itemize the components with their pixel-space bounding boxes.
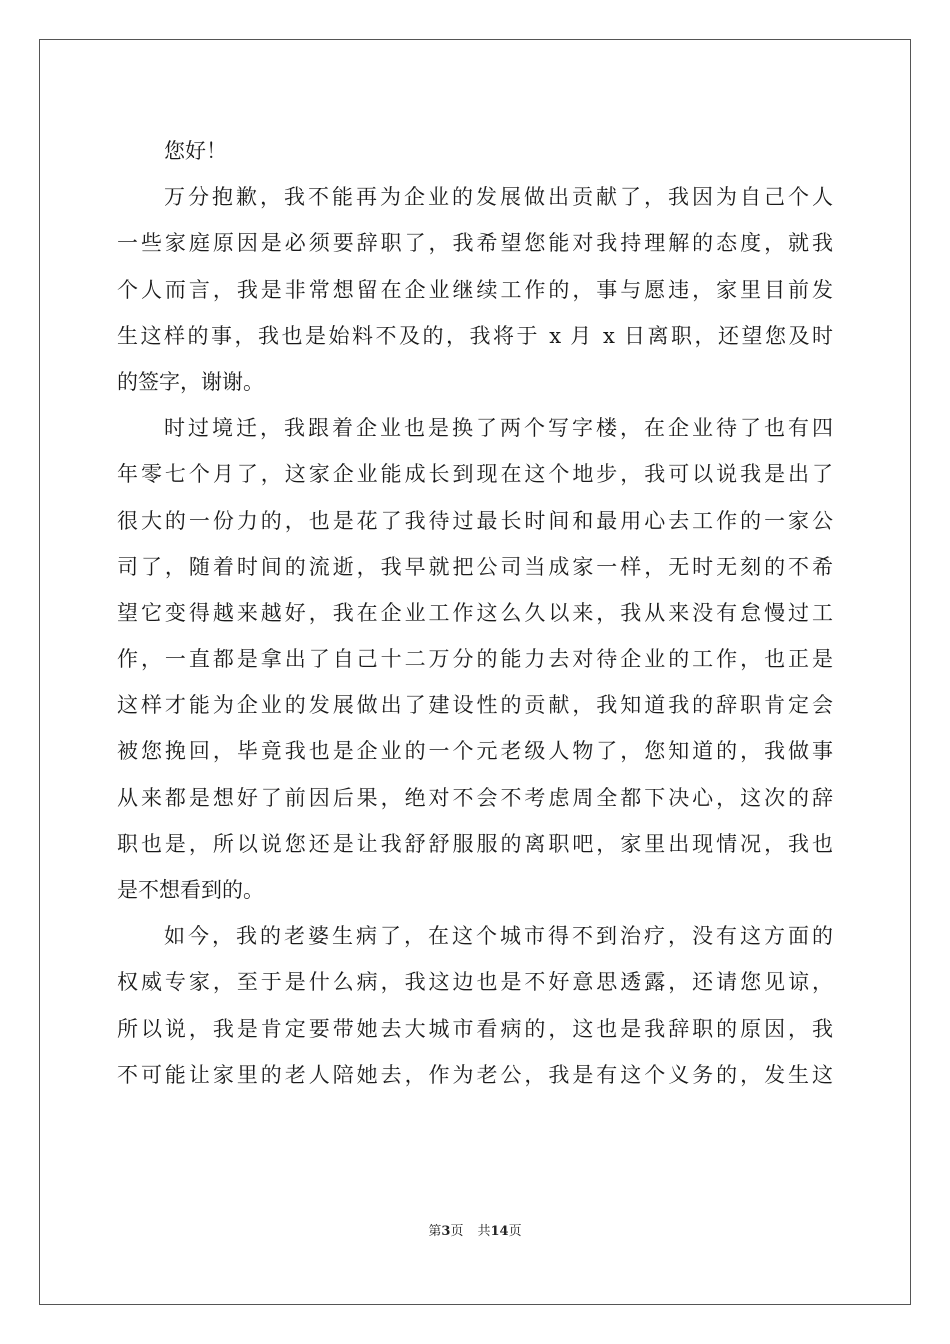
text-line: 是不想看到的。	[117, 878, 264, 902]
text-line: 这样才能为企业的发展做出了建设性的贡献，我知道我的辞职肯定会	[117, 693, 833, 718]
text-line: 时过境迁，我跟着企业也是换了两个写字楼，在企业待了也有四	[164, 416, 833, 441]
text-line: 不可能让家里的老人陪她去，作为老公，我是有这个义务的，发生这	[117, 1062, 833, 1087]
page-number: 3	[441, 1224, 451, 1239]
text-line: 被您挽回，毕竟我也是企业的一个元老级人物了，您知道的，我做事	[117, 739, 833, 764]
text-line: 个人而言，我是非常想留在企业继续工作的，事与愿违，家里目前发	[117, 277, 833, 302]
total-suffix: 页	[508, 1224, 522, 1239]
document-body	[117, 128, 833, 1098]
text-line: 从来都是想好了前因后果，绝对不会不考虑周全都下决心，这次的辞	[117, 785, 833, 810]
text-line: 职也是，所以说您还是让我舒舒服服的离职吧，家里出现情况，我也	[117, 831, 833, 856]
page-suffix: 页	[450, 1224, 464, 1239]
text-line: 作，一直都是拿出了自己十二万分的能力去对待企业的工作，也正是	[117, 647, 833, 672]
text-line: 万分抱歉，我不能再为企业的发展做出贡献了，我因为自己个人	[164, 185, 833, 210]
text-line: 很大的一份力的，也是花了我待过最长时间和最用心去工作的一家公	[117, 508, 833, 533]
text-line: 望它变得越来越好，我在企业工作这么久以来，我从来没有怠慢过工	[117, 600, 833, 625]
page-footer	[0, 1220, 950, 1239]
text-line: 所以说，我是肯定要带她去大城市看病的，这也是我辞职的原因，我	[117, 1016, 833, 1041]
text-line: 权威专家，至于是什么病，我这边也是不好意思透露，还请您见谅，	[117, 970, 833, 995]
text-line: 您好！	[164, 139, 227, 163]
total-prefix: 共	[477, 1224, 491, 1239]
text-line: 一些家庭原因是必须要辞职了，我希望您能对我持理解的态度，就我	[117, 231, 833, 256]
page-prefix: 第	[428, 1224, 442, 1239]
text-line: 生这样的事，我也是始料不及的，我将于 x 月 x 日离职，还望您及时	[117, 323, 833, 348]
text-line: 司了，随着时间的流逝，我早就把公司当成家一样，无时无刻的不希	[117, 554, 833, 579]
text-line: 的签字，谢谢。	[117, 369, 264, 394]
text-line: 年零七个月了，这家企业能成长到现在这个地步，我可以说我是出了	[117, 462, 833, 487]
total-pages: 14	[490, 1224, 509, 1239]
text-line: 如今，我的老婆生病了，在这个城市得不到治疗，没有这方面的	[164, 924, 833, 949]
